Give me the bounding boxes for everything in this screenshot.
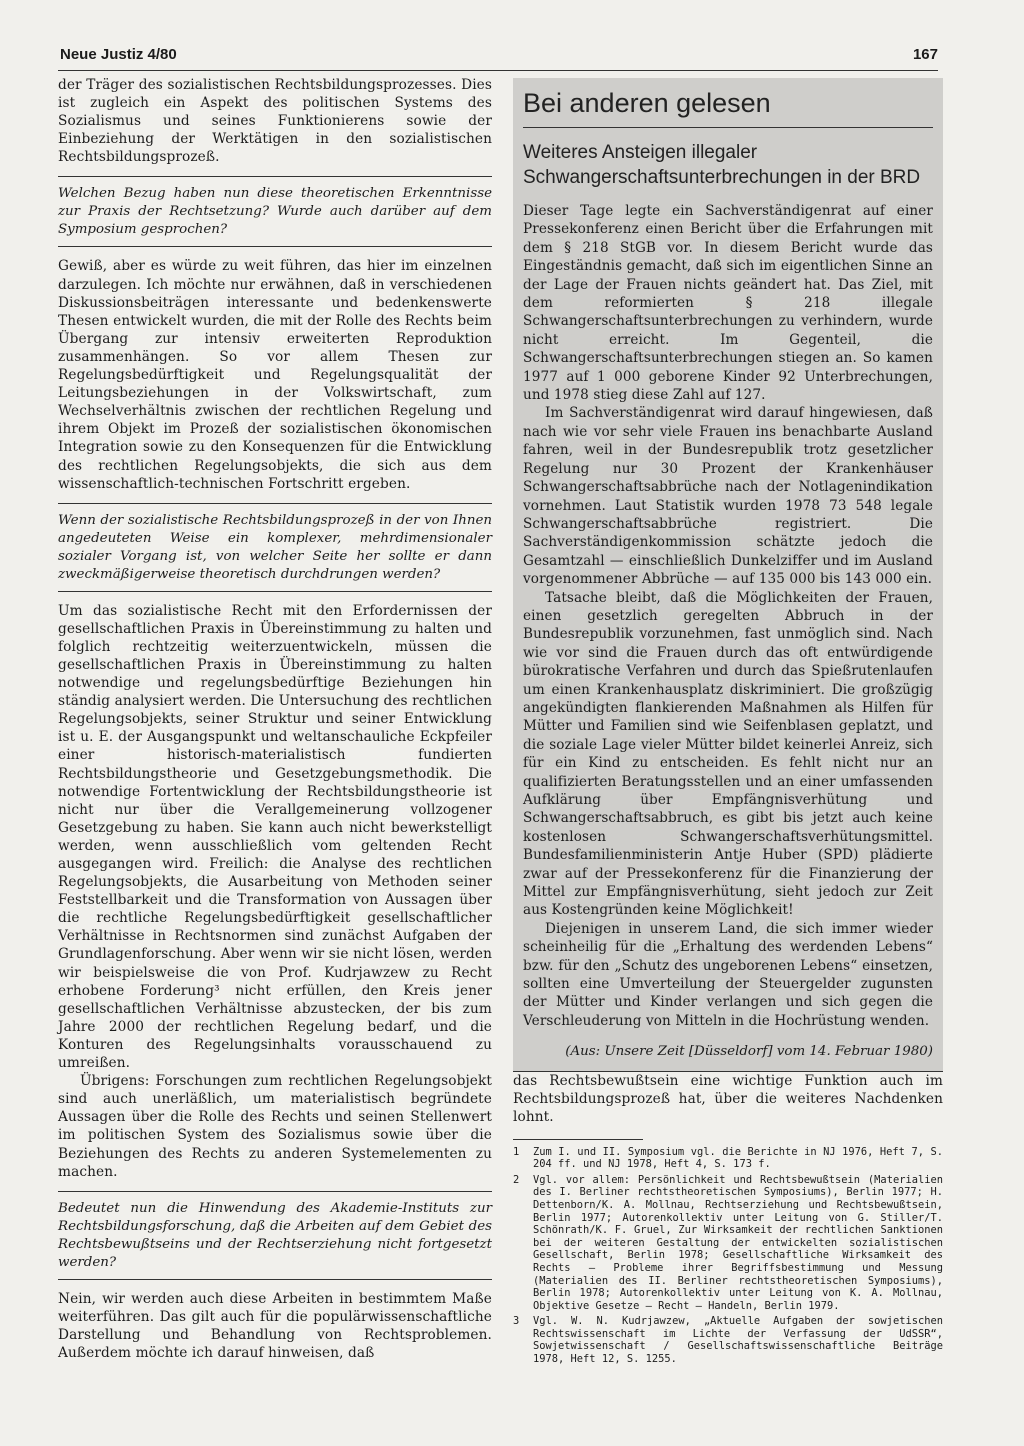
- page-header: [58, 46, 938, 71]
- paragraph: Nein, wir werden auch diese Arbeiten in bestimmtem Maße weiterführen. Das gilt auch für die populärwissenschaftliche Darstellung und Behandlung von Rechtsproblemen. Außerdem möchte ich darauf hinweisen, daß: [58, 1290, 492, 1361]
- right-column: [513, 78, 943, 1369]
- footnote-text: Vgl. vor allem: Persönlichkeit und Rechtsbewußtsein (Materialien des I. Berliner rechtstheoretischen Symposiums), Berlin 1977; H. Dettenborn/K. A. Mollnau, Rechtserziehung und Rechtsbewußtsein, Berlin 1977; Autorenkollektiv unter Leitung von G. Stiller/T. Schönrath/K. F. Gruel, Zur Wirksamkeit der rechtlichen Sanktionen bei der weiteren Gestaltung der entwickelten sozialistischen Gesellschaft, Berlin 1978; Gesellschaftliche Wirksamkeit des Rechts — Probleme ihrer Begriffsbestimmung und Messung (Materialien des II. Berliner rechtstheoretischen Symposiums), Berlin 1978; Autorenkollektiv unter Leitung von K. A. Mollnau, Objektive Gesetze — Recht — Handeln, Berlin 1979.: [533, 1173, 943, 1312]
- interview-question: [58, 503, 492, 592]
- footnote: [513, 1315, 943, 1365]
- paragraph: Dieser Tage legte ein Sachverständigenrat auf einer Pressekonferenz einen Bericht über die Erfahrungen mit dem § 218 StGB vor. In diesem Bericht wurde das Eingeständnis gemacht, daß sich im eigentlichen Sinne an der Lage der Frauen nichts geändert hat. Das Ziel, mit dem reformierten § 218 illegale Schwangerschaftsunterbrechungen zu verhindern, wurde nicht erreicht. Im Gegenteil, die Schwangerschaftsunterbrechungen stiegen an. So kamen 1977 auf 1 000 geborene Kinder 92 Unterbrechungen, und 1978 stieg diese Zahl auf 127.: [523, 203, 933, 404]
- paragraph: Im Sachverständigenrat wird darauf hingewiesen, daß nach wie vor sehr viele Frauen ins benachbarte Ausland fahren, weil in der Bundesrepublik trotz gesetzlicher Regelung nur 30 Prozent der Krankenhäuser Schwangerschaftsabbrüche nach der Notlagenindikation vornehmen. Laut Statistik wurden 1978 73 548 legale Schwangerschaftsabbrüche registriert. Die Sachverständigenkommission schätzte jedoch die Gesamtzahl — einschließlich Dunkelziffer und im Ausland vorgenommener Abbrüche — auf 135 000 bis 143 000 ein.: [523, 405, 933, 588]
- journal-title: Neue Justiz 4/80: [60, 46, 177, 63]
- footnote: [513, 1146, 943, 1171]
- quoted-article-box: [513, 78, 943, 1072]
- footnote-number: 3: [513, 1315, 520, 1328]
- article-headline: Weiteres Ansteigen illegaler Schwangerschaftsunterbrechungen in der BRD: [523, 142, 921, 188]
- question-text: Welchen Bezug haben nun diese theoretischen Erkenntnisse zur Praxis der Rechtsetzung? Wurde auch darüber auf dem Symposium gesprochen?: [58, 186, 492, 238]
- paragraph: das Rechtsbewußtsein eine wichtige Funktion auch im Rechtsbildungsprozeß hat, über die weiteres Nachdenken lohnt.: [513, 1073, 943, 1126]
- interview-question: [58, 176, 492, 247]
- paragraph: Um das sozialistische Recht mit den Erfordernissen der gesellschaftlichen Praxis in Übereinstimmung zu halten und folglich rechtzeitig weiterzuentwickeln, müssen die gesellschaftlichen Praxis in Übereinstimmung zu halten notwendige und regelungsbedürftige Beziehungen hin ständig analysiert werden. Die Untersuchung des rechtlichen Regelungsobjekts, seiner Struktur und seiner Entwicklung ist u. E. der Ausgangspunkt und weltanschauliche Eckpfeiler einer historisch-materialistisch fundierten Rechtsbildungstheorie und Gesetzgebungsmethodik. Die notwendige Fortentwicklung der Rechtsbildungstheorie ist nicht nur über die Verallgemeinerung vollzogener Gesetzgebung zu haben. Sie kann auch nicht bewerkstelligt werden, wenn ausschließlich vom geltenden Recht ausgegangen wird. Freilich: die Analyse des rechtlichen Regelungsobjekts, die Ausarbeitung von Methoden seiner Feststellbarkeit und die Transformation von Aussagen über die rechtliche Regelungsbedürftigkeit gesellschaftlicher Verhältnisse in Rechtsnormen sind zunächst Aufgaben der Grundlagenforschung. Aber wenn wir sie nicht lösen, werden wir beispielsweise die von Prof. Kudrjawzew zu Recht erhobene Forderung³ nicht erfüllen, den Kreis jener gesellschaftlichen Verhältnisse abzustecken, der bis zum Jahre 2000 der rechtlichen Regelung bedarf, und die Konturen des Regelungsinhalts vorausschauend zu umreißen.: [58, 602, 492, 1072]
- left-column: [58, 76, 492, 1362]
- footnotes: [513, 1146, 943, 1366]
- footnote: [513, 1174, 943, 1313]
- interview-question: [58, 1191, 492, 1280]
- paragraph: Tatsache bleibt, daß die Möglichkeiten der Frauen, einen gesetzlich geregelten Abbruch in der Bundesrepublik vorzunehmen, fast unmöglich sind. Nach wie vor sind die Frauen durch das oft entwürdigende bürokratische Verfahren und durch das Spießrutenlaufen um einen Krankenhausplatz diskriminiert. Die großzügig angekündigten flankierenden Maßnahmen als Hilfen für Mütter und Familien sind wie Seifenblasen geplatzt, und die soziale Lage vieler Mütter bildet keinerlei Anreiz, sich für ein Kind zu entscheiden. Es fehlt nicht nur an qualifizierten Beratungsstellen und an einer umfassenden Aufklärung über Empfängnisverhütung und Schwangerschaftsabbruch, es gibt bis jetzt auch keine kostenlosen Schwangerschaftsverhütungsmittel. Bundesfamilienministerin Antje Huber (SPD) plädierte zwar auf der Pressekonferenz für die Finanzierung der Mittel zur Empfängnisverhütung, sieht jedoch zur Zeit aus Kostengründen keine Möglichkeit!: [523, 589, 933, 919]
- footnote-text: Vgl. W. N. Kudrjawzew, „Aktuelle Aufgaben der sowjetischen Rechtswissenschaft im Lichte der Verfassung der UdSSR“, Sowjetwissenschaft / Gesellschaftswissenschaftliche Beiträge 1978, Heft 12, S. 1255.: [533, 1315, 943, 1366]
- footnote-number: 2: [513, 1173, 520, 1186]
- paragraph: Übrigens: Forschungen zum rechtlichen Regelungsobjekt sind auch unerläßlich, um materialistisch begründete Aussagen über die Rolle des Rechts und seinen Stellenwert im politischen System des Sozialismus sowie über die Beziehungen des Rechts zu anderen Systemelementen zu machen.: [58, 1073, 492, 1180]
- paragraph: Diejenigen in unserem Land, die sich immer wieder scheinheilig für die „Erhaltung des werdenden Lebens“ bzw. für den „Schutz des ungeborenen Lebens“ einsetzen, sollten eine Umverteilung der Steuergelder zugunsten der Mütter und Kinder verlangen und sich gegen die Verschleuderung von Mitteln in die Hochrüstung wenden.: [523, 920, 933, 1029]
- question-text: Wenn der sozialistische Rechtsbildungsprozeß in der von Ihnen angedeuteten Weise ein komplexer, mehrdimensionaler sozialer Vorgang ist, von welcher Seite her sollte er dann zweckmäßigerweise theoretisch durchdrungen werden?: [58, 512, 492, 582]
- footnote-number: 1: [513, 1145, 520, 1158]
- footnote-divider: [513, 1139, 643, 1140]
- source-citation: (Aus: Unsere Zeit [Düsseldorf] vom 14. Februar 1980): [565, 1044, 933, 1060]
- footnote-text: Zum I. und II. Symposium vgl. die Berichte in NJ 1976, Heft 7, S. 204 ff. und NJ 1978, Heft 4, S. 173 f.: [533, 1145, 943, 1171]
- question-text: Bedeutet nun die Hinwendung des Akademie-Instituts zur Rechtsbildungsforschung, daß die Arbeiten auf dem Gebiet des Rechtsbewußtseins und der Rechtserziehung nicht fortgesetzt werden?: [58, 1200, 492, 1270]
- page-number: 167: [912, 46, 938, 63]
- paragraph: Gewiß, aber es würde zu weit führen, das hier im einzelnen darzulegen. Ich möchte nur erwähnen, daß in verschiedenen Diskussionsbeiträgen interessante und bedenkenswerte Thesen entwickelt wurden, die mit der Rolle des Rechts beim Übergang zur intensiv erweiterten Reproduktion zusammenhängen. So vor allem Thesen zur Regelungsbedürftigkeit und Regelungsqualität der Leitungsbeziehungen in der Volkswirtschaft, zum Wechselverhältnis zwischen der rechtlichen Regelung und ihrem Objekt im Prozeß der sozialistischen ökonomischen Integration sowie zu den Konsequenzen für die Entwicklung des rechtlichen Regelungsobjekts, die sich aus dem wissenschaftlich-technischen Fortschritt ergeben.: [58, 258, 492, 492]
- paragraph: der Träger des sozialistischen Rechtsbildungsprozesses. Dies ist zugleich ein Aspekt des politischen Systems des Sozialismus und seines Funktionierens sowie der Einbeziehung der Werktätigen in den sozialistischen Rechtsbildungsprozeß.: [58, 77, 492, 166]
- box-title: Bei anderen gelesen: [523, 84, 933, 128]
